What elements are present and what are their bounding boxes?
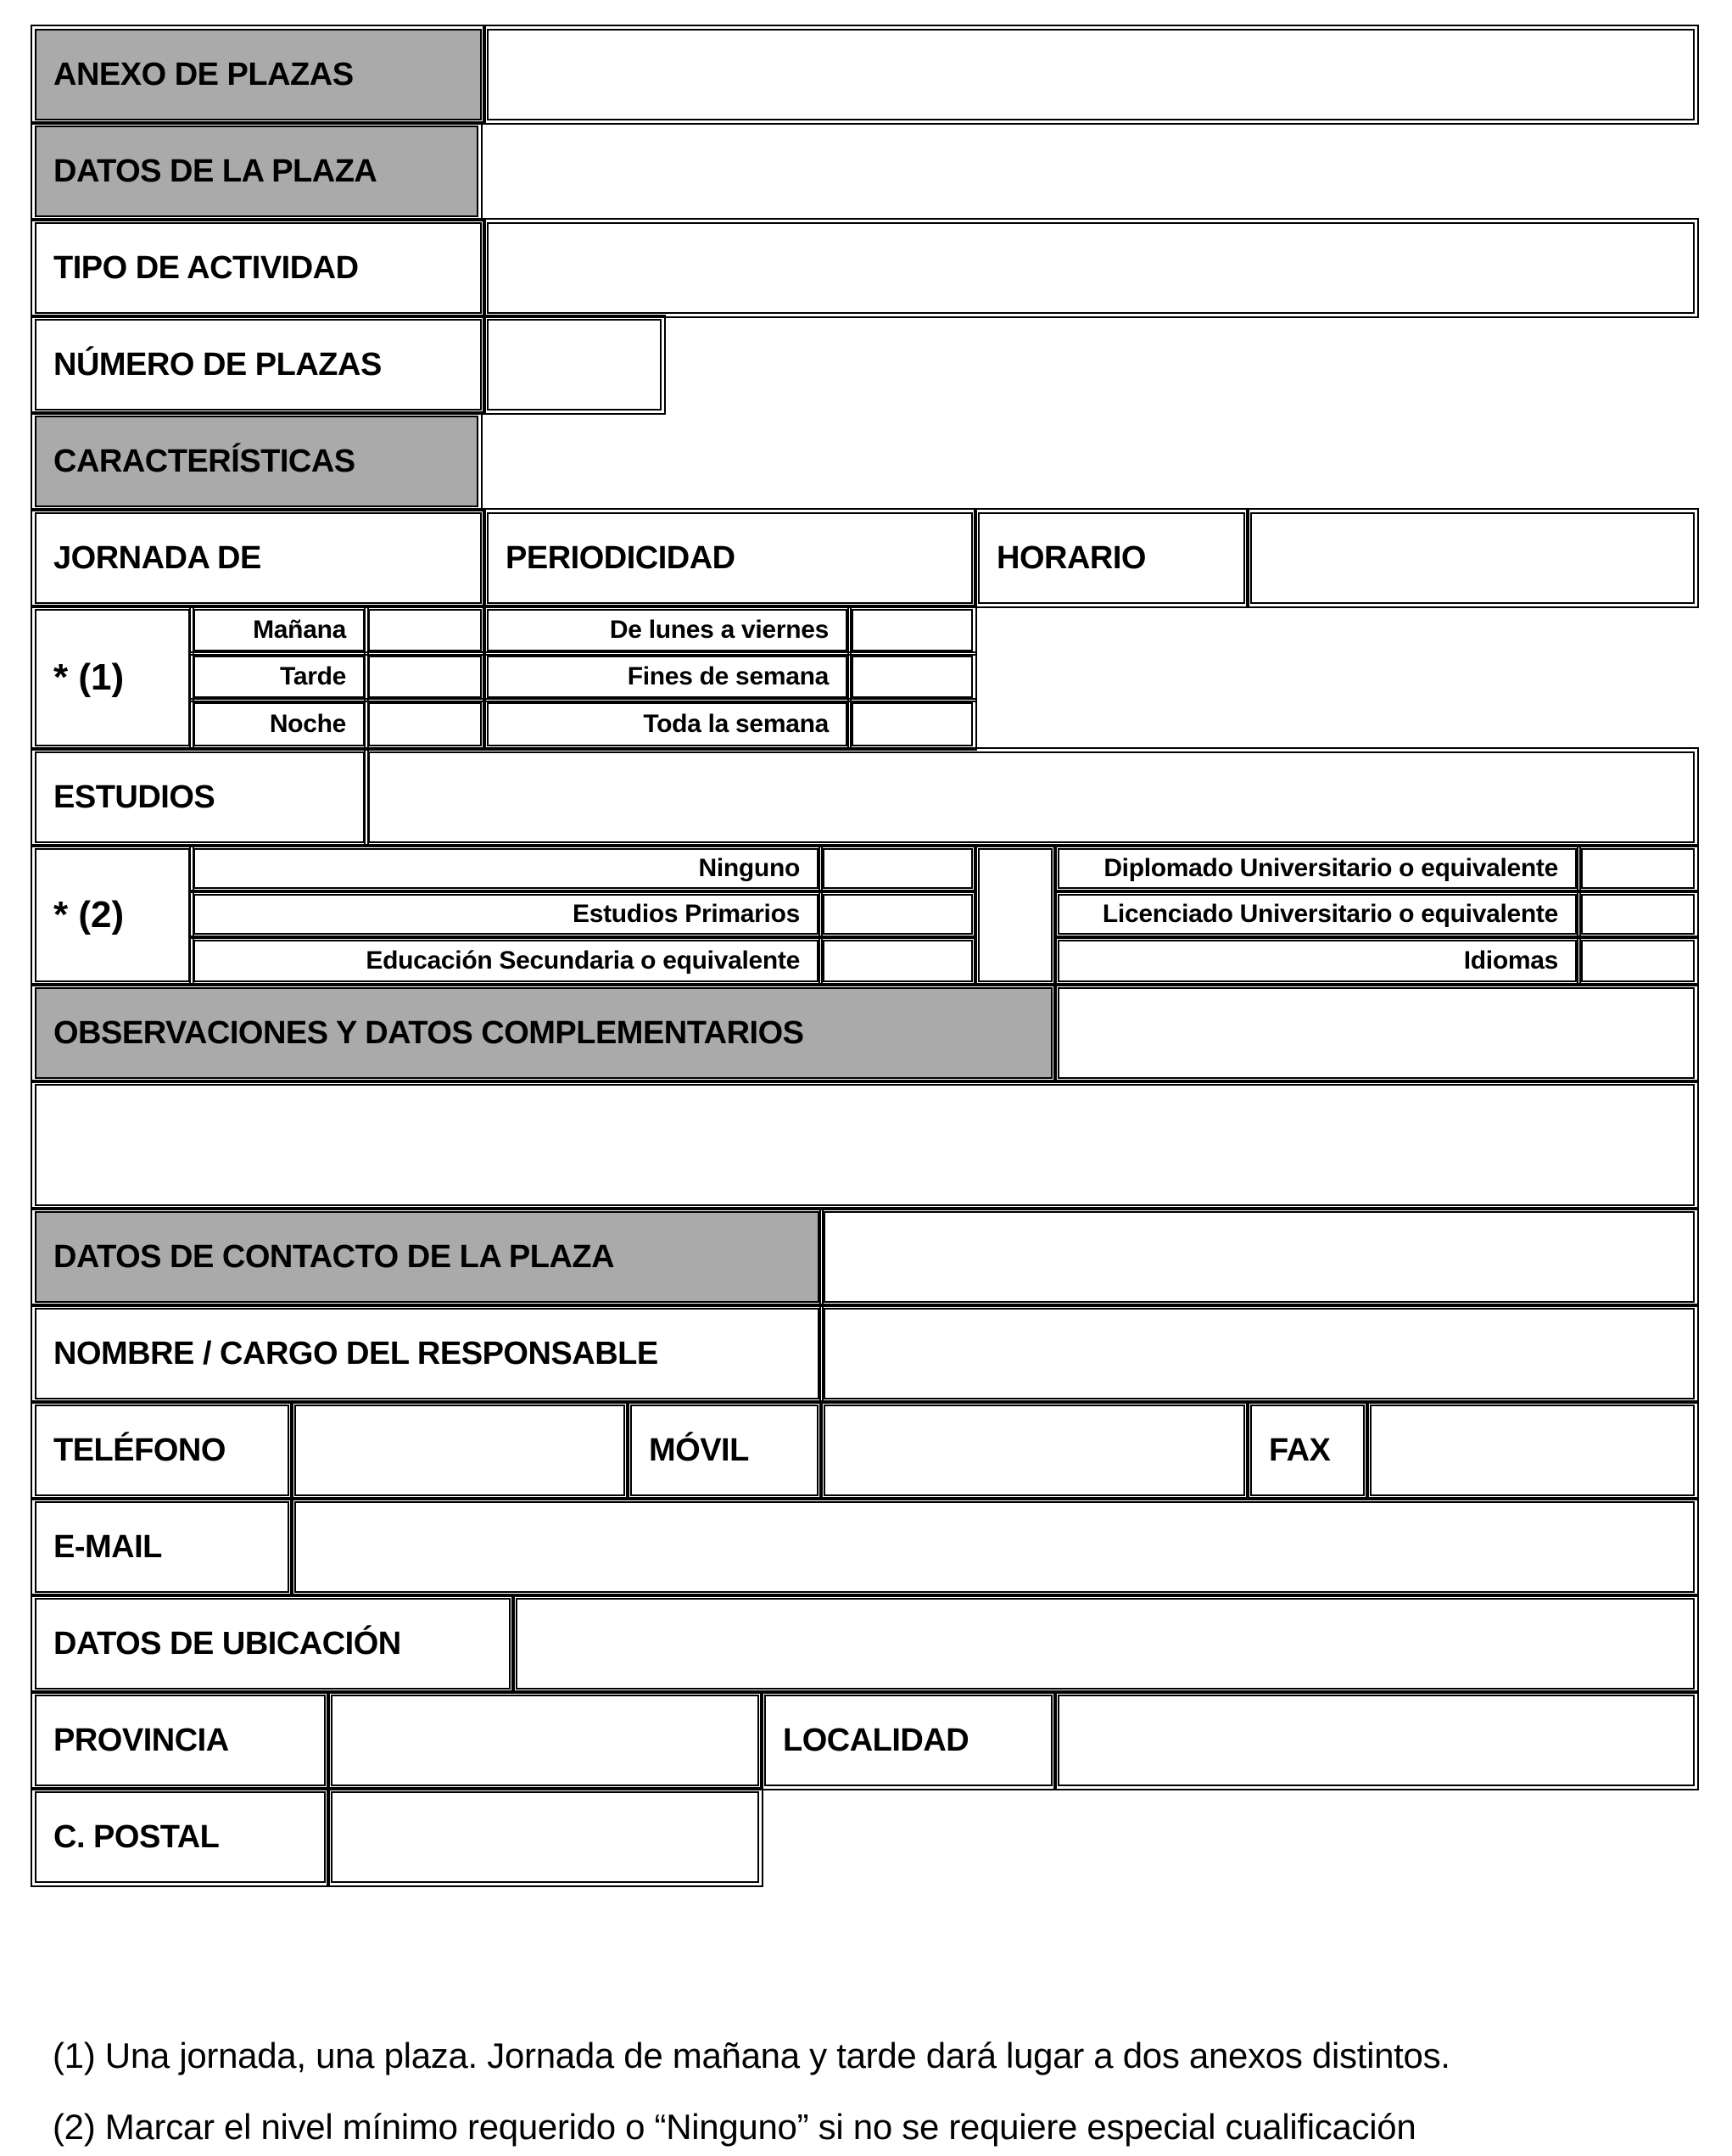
caracteristicas-label: CARACTERÍSTICAS [53, 443, 355, 479]
anexo-de-plazas-field[interactable] [487, 29, 1695, 120]
horario-field[interactable] [1250, 512, 1695, 604]
periodicidad-label: PERIODICIDAD [506, 539, 735, 576]
movil-label: MÓVIL [649, 1432, 749, 1468]
movil-field[interactable] [824, 1405, 1245, 1496]
anexo-de-plazas-label: ANEXO DE PLAZAS [53, 56, 354, 92]
note-2-marker: * (2) [53, 894, 125, 936]
localidad-field[interactable] [1058, 1695, 1695, 1786]
footnote-1: (1) Una jornada, una plaza. Jornada de mañana y tarde dará lugar a dos anexos distintos. [53, 2036, 1450, 2075]
periodicidad-option-fines-semana-label: Fines de semana [627, 662, 829, 690]
jornada-option-noche-label: Noche [269, 710, 346, 738]
datos-de-contacto-label: DATOS DE CONTACTO DE LA PLAZA [53, 1238, 615, 1275]
nombre-cargo-label: NOMBRE / CARGO DEL RESPONSABLE [53, 1335, 658, 1371]
jornada-tarde-checkbox[interactable] [368, 656, 482, 698]
email-label: E-MAIL [53, 1528, 162, 1565]
estudios-label: ESTUDIOS [53, 779, 215, 815]
observaciones-textarea[interactable] [35, 1084, 1695, 1206]
footnote-2: (2) Marcar el nivel mínimo requerido o “Ninguno” si no se requiere especial cualificación [53, 2107, 1416, 2147]
estudios-primarios-checkbox[interactable] [823, 894, 973, 935]
datos-de-la-plaza-label: DATOS DE LA PLAZA [53, 153, 377, 189]
observaciones-side-field [1058, 987, 1695, 1079]
jornada-option-manana-label: Mañana [253, 616, 346, 644]
estudios-option-primarios-label: Estudios Primarios [572, 900, 800, 928]
periodicidad-fines-semana-checkbox[interactable] [852, 656, 973, 698]
estudios-secundaria-checkbox[interactable] [823, 940, 973, 982]
jornada-option-tarde-label: Tarde [280, 662, 346, 690]
estudios-option-ninguno-label: Ninguno [698, 854, 800, 882]
nombre-cargo-field[interactable] [824, 1308, 1695, 1399]
horario-label: HORARIO [997, 539, 1146, 576]
periodicidad-lunes-viernes-checkbox[interactable] [852, 609, 973, 651]
numero-de-plazas-label: NÚMERO DE PLAZAS [53, 346, 382, 383]
fax-label: FAX [1269, 1432, 1331, 1468]
email-field[interactable] [294, 1501, 1695, 1593]
codigo-postal-field[interactable] [331, 1791, 759, 1883]
datos-de-contacto-side-field [824, 1211, 1695, 1303]
jornada-manana-checkbox[interactable] [368, 609, 482, 651]
note-1-marker: * (1) [53, 656, 125, 698]
provincia-field[interactable] [331, 1695, 759, 1786]
estudios-ninguno-checkbox[interactable] [823, 848, 973, 889]
telefono-field[interactable] [294, 1405, 625, 1496]
codigo-postal-label: C. POSTAL [53, 1818, 220, 1855]
telefono-label: TELÉFONO [53, 1432, 226, 1468]
estudios-licenciado-checkbox[interactable] [1581, 894, 1695, 935]
periodicidad-option-lunes-viernes-label: De lunes a viernes [609, 616, 829, 644]
datos-de-ubicacion-field[interactable] [516, 1598, 1695, 1690]
tipo-de-actividad-label: TIPO DE ACTIVIDAD [53, 249, 359, 286]
datos-de-ubicacion-label: DATOS DE UBICACIÓN [53, 1625, 401, 1662]
estudios-diplomado-checkbox[interactable] [1581, 848, 1695, 889]
localidad-label: LOCALIDAD [783, 1722, 969, 1758]
estudios-option-licenciado-label: Licenciado Universitario o equivalente [1102, 900, 1558, 928]
estudios-idiomas-checkbox[interactable] [1581, 940, 1695, 982]
fax-field[interactable] [1370, 1405, 1695, 1496]
periodicidad-option-toda-semana-label: Toda la semana [643, 710, 829, 738]
estudios-option-idiomas-label: Idiomas [1463, 947, 1558, 975]
observaciones-label: OBSERVACIONES Y DATOS COMPLEMENTARIOS [53, 1014, 804, 1051]
jornada-noche-checkbox[interactable] [368, 702, 482, 746]
jornada-de-label: JORNADA DE [53, 539, 261, 576]
provincia-label: PROVINCIA [53, 1722, 229, 1758]
estudios-field[interactable] [368, 751, 1695, 843]
estudios-spacer-cell [978, 848, 1053, 982]
tipo-de-actividad-field[interactable] [487, 222, 1695, 314]
numero-de-plazas-field[interactable] [487, 319, 662, 411]
estudios-option-diplomado-label: Diplomado Universitario o equivalente [1103, 854, 1558, 882]
periodicidad-toda-semana-checkbox[interactable] [852, 702, 973, 746]
estudios-option-secundaria-label: Educación Secundaria o equivalente [366, 947, 800, 975]
